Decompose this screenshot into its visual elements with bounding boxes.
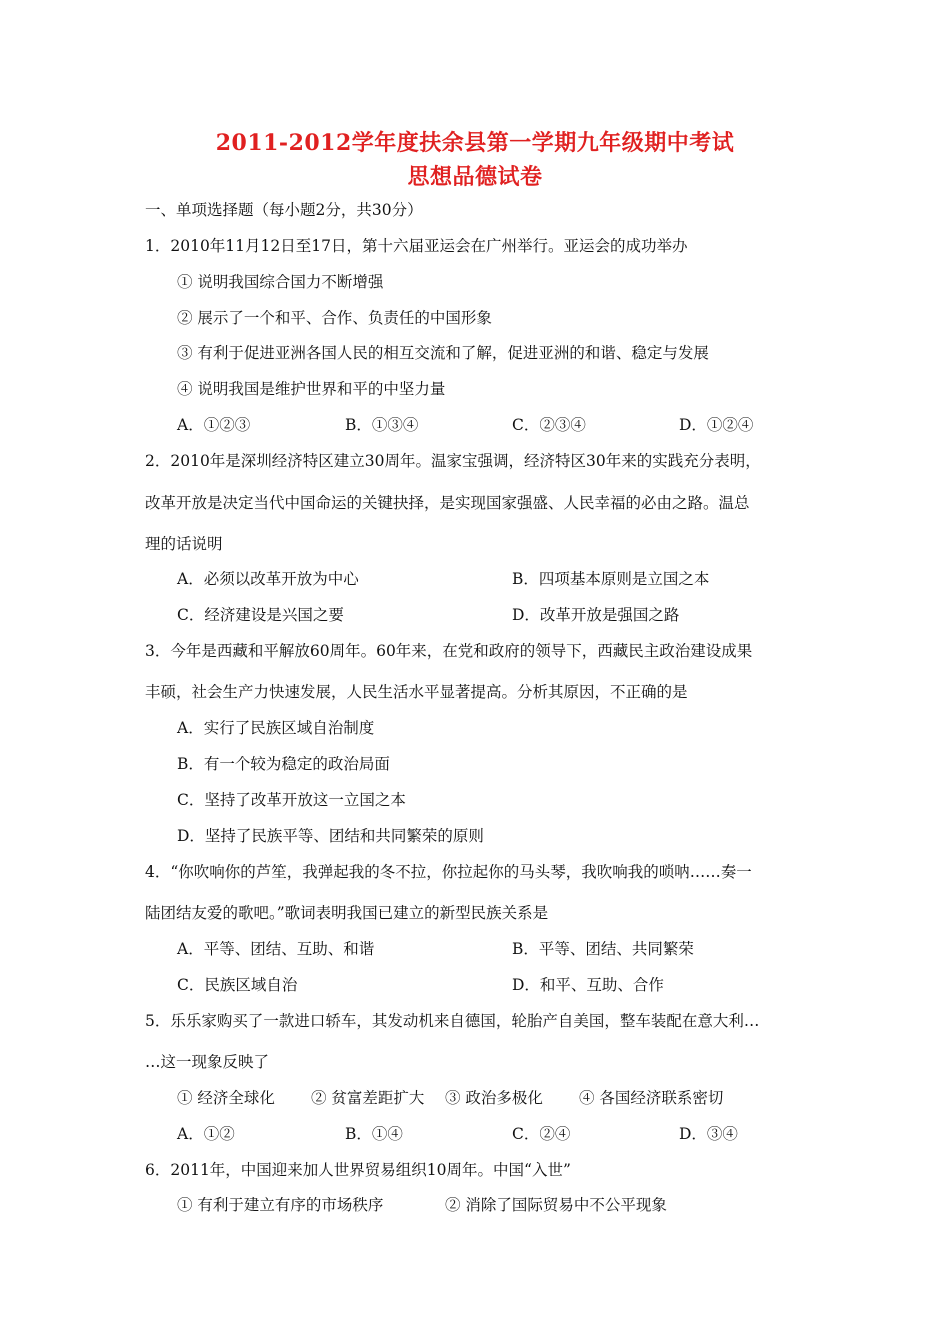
q3-option-b: B．有一个较为稳定的政治局面 [177,755,390,773]
exam-subtitle: 思想品德试卷 [407,164,543,190]
q3-option-d: D．坚持了民族平等、团结和共同繁荣的原则 [177,827,484,845]
q1-statement-4: ④ 说明我国是维护世界和平的中坚力量 [177,380,446,398]
q1-statement-3: ③ 有利于促进亚洲各国人民的相互交流和了解，促进亚洲的和谐、稳定与发展 [177,344,709,362]
q5-option-b: B．①④ [345,1125,403,1143]
q5-option-d: D．③④ [679,1125,738,1143]
q3-stem-line-2: 丰硕，社会生产力快速发展，人民生活水平显著提高。分析其原因，不正确的是 [145,683,688,701]
q5-option-c: C．②④ [512,1125,571,1143]
q4-stem-line-2: 陆团结友爱的歌吧。”歌词表明我国已建立的新型民族关系是 [145,904,549,922]
q2-stem-line-2: 改革开放是决定当代中国命运的关键抉择，是实现国家强盛、人民幸福的必由之路。温总 [145,494,750,512]
q1-statement-1: ① 说明我国综合国力不断增强 [177,273,384,291]
q4-option-b: B．平等、团结、共同繁荣 [512,940,694,958]
q3-option-a: A．实行了民族区域自治制度 [177,719,375,737]
q5-statement-2: ② 贫富差距扩大 [311,1089,425,1107]
q1-option-d: D．①②④ [679,416,754,434]
q4-option-d: D．和平、互助、合作 [512,976,664,994]
q2-stem-line-3: 理的话说明 [145,535,223,553]
q6-stem: 6．2011年，中国迎来加人世界贸易组织10周年。中国“入世” [145,1161,571,1179]
q5-option-a: A．①② [177,1125,235,1143]
q4-stem-line-1: 4．“你吹响你的芦笙，我弹起我的冬不拉，你拉起你的马头琴，我吹响我的唢呐……奏一 [145,863,752,881]
q2-stem-line-1: 2．2010年是深圳经济特区建立30周年。温家宝强调，经济特区30年来的实践充分表明， [145,452,761,470]
q5-statement-3: ③ 政治多极化 [445,1089,543,1107]
q5-stem-line-2: …这一现象反映了 [145,1053,270,1071]
q2-option-b: B．四项基本原则是立国之本 [512,570,710,588]
q6-statement-2: ② 消除了国际贸易中不公平现象 [445,1196,667,1214]
q1-option-c: C．②③④ [512,416,586,434]
q5-statement-1: ① 经济全球化 [177,1089,275,1107]
q3-option-c: C．坚持了改革开放这一立国之本 [177,791,406,809]
section-heading: 一、单项选择题（每小题2分，共30分） [145,201,423,219]
q4-option-c: C．民族区域自治 [177,976,298,994]
q1-statement-2: ② 展示了一个和平、合作、负责任的中国形象 [177,309,492,327]
q2-option-c: C．经济建设是兴国之要 [177,606,344,624]
q2-option-d: D．改革开放是强国之路 [512,606,680,624]
q1-option-b: B．①③④ [345,416,419,434]
exam-title: 2011-2012学年度扶余县第一学期九年级期中考试 [215,130,735,156]
q6-statement-1: ① 有利于建立有序的市场秩序 [177,1196,384,1214]
q1-option-a: A．①②③ [177,416,251,434]
q3-stem-line-1: 3．今年是西藏和平解放60周年。60年来，在党和政府的领导下，西藏民主政治建设成果 [145,642,753,660]
q5-stem-line-1: 5．乐乐家购买了一款进口轿车，其发动机来自德国，轮胎产自美国，整车装配在意大利… [145,1012,760,1030]
q1-stem: 1．2010年11月12日至17日，第十六届亚运会在广州举行。亚运会的成功举办 [145,237,688,255]
q4-option-a: A．平等、团结、互助、和谐 [177,940,375,958]
q2-option-a: A．必须以改革开放为中心 [177,570,359,588]
q5-statement-4: ④ 各国经济联系密切 [579,1089,724,1107]
